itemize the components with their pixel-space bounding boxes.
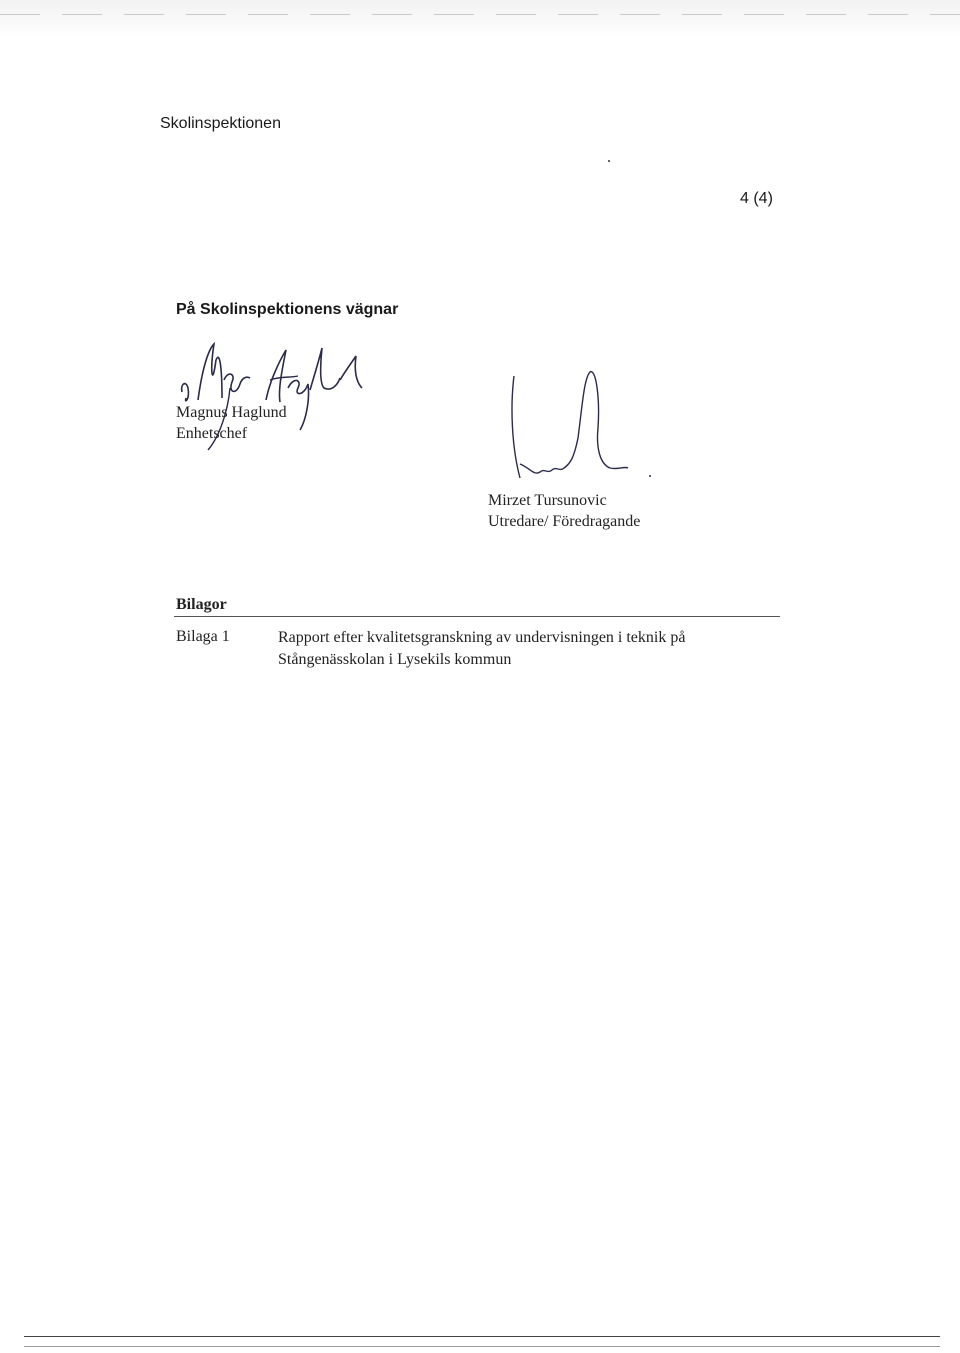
signer2-name: Mirzet Tursunovic: [488, 492, 607, 509]
scan-dot: [608, 160, 610, 162]
scan-artifact-top: [0, 0, 960, 40]
signer1-title: Enhetschef: [176, 425, 248, 442]
attachment-description-line1: Rapport efter kvalitetsgranskning av undervisningen i teknik på: [278, 629, 686, 646]
signer1-name: Magnus Haglund: [176, 404, 287, 421]
footer-rule: [24, 1336, 940, 1337]
on-behalf-heading: På Skolinspektionens vägnar: [176, 301, 399, 318]
attachments-heading: Bilagor: [176, 596, 227, 613]
attachment-description-line2: Stångenässkolan i Lysekils kommun: [278, 651, 512, 668]
footer-rule-secondary: [24, 1346, 940, 1347]
signer2-block: [488, 490, 640, 532]
signer2-title: Utredare/ Föredragande: [488, 513, 641, 530]
page-number: 4 (4): [740, 190, 773, 207]
attachment-description: [278, 627, 758, 671]
attachments-divider: [174, 616, 780, 617]
organization-name: Skolinspektionen: [160, 115, 281, 132]
signer1-block: [176, 402, 287, 444]
handwritten-signature-2: [500, 368, 660, 488]
attachment-label: Bilaga 1: [176, 628, 230, 645]
